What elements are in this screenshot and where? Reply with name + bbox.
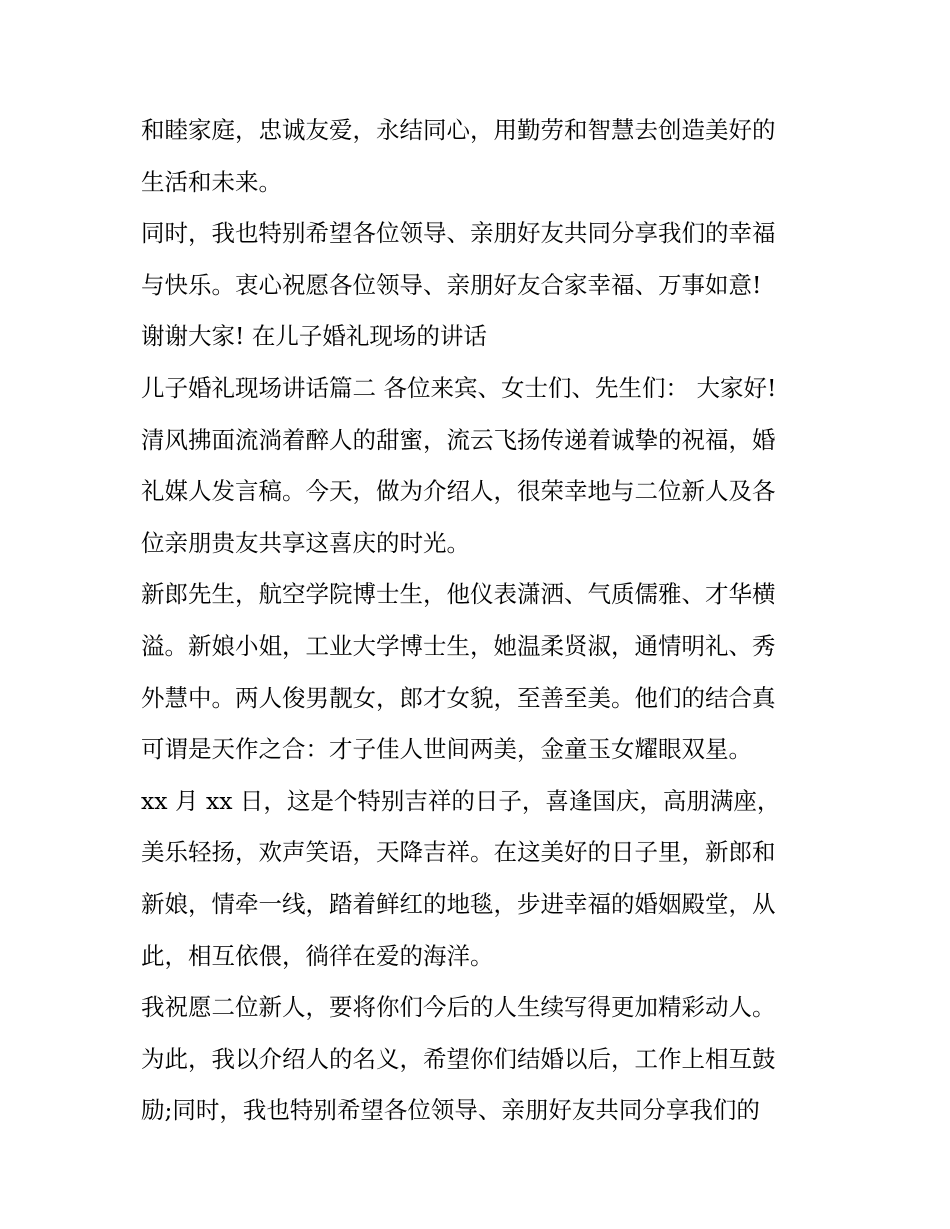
text-line: 生活和未来。 (141, 167, 282, 196)
body-text (141, 105, 821, 1137)
text-line: 此，相互依偎，徜徉在爱的海洋。 (141, 941, 494, 970)
text-line: xx 月 xx 日，这是个特别吉祥的日子，喜逢国庆，高朋满座， (141, 786, 781, 815)
text-line: 同时，我也特别希望各位领导、亲朋好友共同分享我们的幸福 (141, 219, 776, 248)
text-line: 我祝愿二位新人，要将你们今后的人生续写得更加精彩动人。 (141, 993, 776, 1022)
text-line: 外慧中。两人俊男靓女，郎才女貌，至善至美。他们的结合真 (141, 683, 776, 712)
text-line: 励;同时，我也特别希望各位领导、亲朋好友共同分享我们的 (141, 1096, 760, 1125)
text-line: 为此，我以介绍人的名义，希望你们结婚以后，工作上相互鼓 (141, 1044, 776, 1073)
text-line: 谢谢大家! 在儿子婚礼现场的讲话 (141, 322, 487, 351)
text-line: 新娘，情牵一线，踏着鲜红的地毯，步进幸福的婚姻殿堂，从 (141, 889, 776, 918)
text-line: 礼媒人发言稿。今天，做为介绍人，很荣幸地与二位新人及各 (141, 477, 776, 506)
text-line: 位亲朋贵友共享这喜庆的时光。 (141, 528, 470, 557)
text-line: 可谓是天作之合：才子佳人世间两美，金童玉女耀眼双星。 (141, 735, 752, 764)
text-line: 美乐轻扬，欢声笑语，天降吉祥。在这美好的日子里，新郎和 (141, 838, 776, 867)
text-line: 溢。新娘小姐，工业大学博士生，她温柔贤淑，通情明礼、秀 (141, 631, 776, 660)
text-line: 与快乐。衷心祝愿各位领导、亲朋好友合家幸福、万事如意! (141, 270, 762, 299)
text-line: 和睦家庭，忠诚友爱，永结同心，用勤劳和智慧去创造美好的 (141, 116, 776, 144)
text-line: 清风拂面流淌着醉人的甜蜜，流云飞扬传递着诚挚的祝福，婚 (141, 425, 776, 454)
text-line: 儿子婚礼现场讲话篇二 各位来宾、女士们、先生们： 大家好! (141, 373, 777, 402)
text-line: 新郎先生，航空学院博士生，他仪表潇洒、气质儒雅、才华横 (141, 580, 776, 609)
